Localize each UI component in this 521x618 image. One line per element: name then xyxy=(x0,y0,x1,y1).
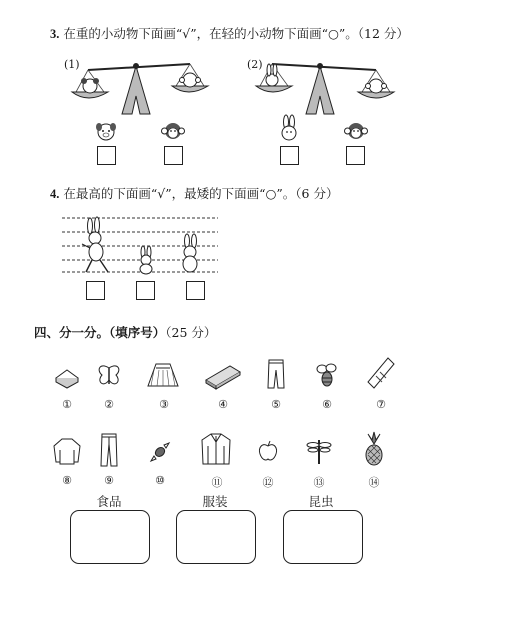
cake-icon xyxy=(54,364,80,388)
sweater-icon xyxy=(52,436,82,466)
item-number: ⑫ xyxy=(262,476,274,489)
bee-icon xyxy=(314,362,340,388)
tall-rabbit-icon xyxy=(80,218,114,274)
item-number: ⑧ xyxy=(62,474,72,487)
jeans-icon xyxy=(99,432,119,468)
question-number: 4. xyxy=(50,187,60,201)
question-text: 在最高的下面画“√”，最矮的下面画“○”。（6 分） xyxy=(63,186,339,201)
butterfly-icon xyxy=(96,362,122,388)
apple-icon xyxy=(258,440,278,462)
item-number: ④ xyxy=(218,398,228,411)
monkey-icon xyxy=(162,120,184,142)
answer-box[interactable] xyxy=(164,146,183,165)
section-4-heading xyxy=(34,323,216,341)
skirt-icon xyxy=(146,362,180,388)
question-text: 在重的小动物下面画“√”，在轻的小动物下面画“○”。（12 分） xyxy=(63,26,409,41)
answer-box[interactable] xyxy=(97,146,116,165)
category-label-insects: 昆虫 xyxy=(308,494,334,509)
trousers-icon xyxy=(266,358,286,390)
item-number: ⑩ xyxy=(155,474,165,487)
balance-scale-icon xyxy=(258,56,408,118)
part-label-1: (1) xyxy=(64,58,80,71)
question-4 xyxy=(50,184,338,202)
answer-box-insects[interactable] xyxy=(283,510,363,564)
sausage-icon xyxy=(366,356,396,390)
item-number: ⑨ xyxy=(104,474,114,487)
item-number: ⑬ xyxy=(313,476,325,489)
rabbit-icon xyxy=(278,114,300,142)
item-number: ⑥ xyxy=(322,398,332,411)
wrapped-candy-icon xyxy=(150,442,170,462)
monkey-icon xyxy=(345,120,367,142)
category-label-food: 食品 xyxy=(96,494,122,509)
section-score: （25 分） xyxy=(165,325,217,340)
answer-box[interactable] xyxy=(136,281,155,300)
candy-bar-icon xyxy=(204,362,242,390)
short-rabbit-icon xyxy=(134,246,160,276)
item-number: ⑦ xyxy=(376,398,386,411)
item-number: ⑤ xyxy=(271,398,281,411)
item-number: ⑭ xyxy=(368,476,380,489)
jacket-icon xyxy=(200,432,232,466)
item-number: ① xyxy=(62,398,72,411)
item-number: ② xyxy=(104,398,114,411)
answer-box[interactable] xyxy=(346,146,365,165)
medium-rabbit-icon xyxy=(176,234,206,276)
answer-box-food[interactable] xyxy=(70,510,150,564)
question-3 xyxy=(50,24,409,42)
answer-box[interactable] xyxy=(280,146,299,165)
question-number: 3. xyxy=(50,27,60,41)
dog-icon xyxy=(95,120,117,142)
balance-scale-icon xyxy=(60,56,210,118)
item-number: ⑪ xyxy=(211,476,223,489)
answer-box[interactable] xyxy=(86,281,105,300)
pineapple-icon xyxy=(362,432,386,466)
item-number: ③ xyxy=(159,398,169,411)
answer-box-clothing[interactable] xyxy=(176,510,256,564)
part-label-2: (2) xyxy=(247,58,263,71)
category-label-clothing: 服装 xyxy=(202,494,228,509)
section-title: 四、分一分。（填序号） xyxy=(34,326,166,340)
answer-box[interactable] xyxy=(186,281,205,300)
dragonfly-icon xyxy=(306,436,332,466)
